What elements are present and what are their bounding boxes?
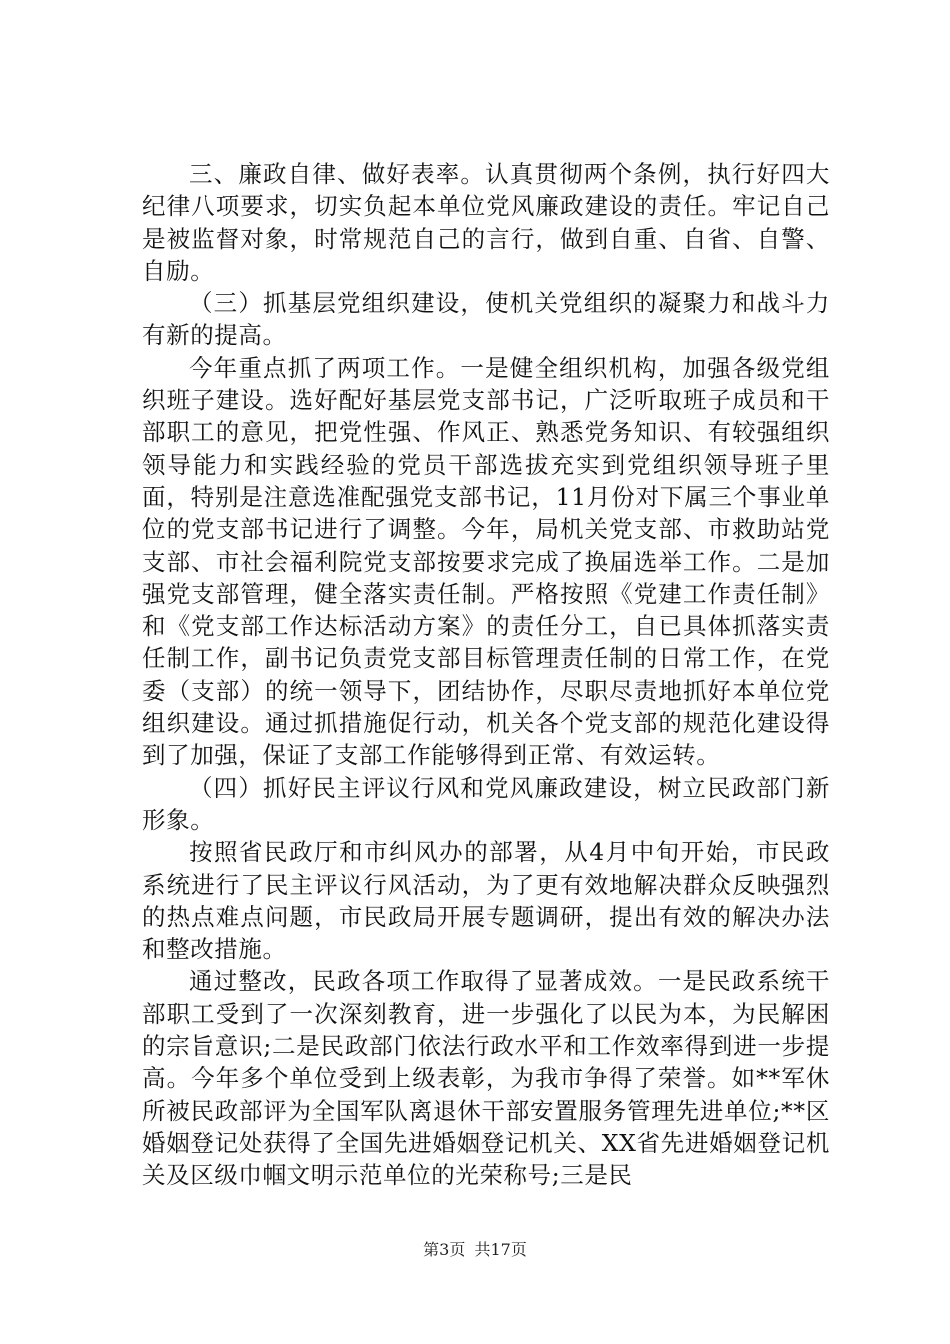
- paragraph: 三、廉政自律、做好表率。认真贯彻两个条例，执行好四大纪律八项要求，切实负起本单位党风廉政建设的责任。牢记自己是被监督对象，时常规范自己的言行，做到自重、自省、自警、自励。: [142, 160, 830, 285]
- document-body: [142, 158, 830, 1192]
- paragraph: 按照省民政厅和市纠风办的部署，从4月中旬开始，市民政系统进行了民主评议行风活动，为了更有效地解决群众反映强烈的热点难点问题，市民政局开展专题调研，提出有效的解决办法和整改措施。: [142, 838, 830, 964]
- page-number: 第3页: [423, 1240, 466, 1259]
- page-total: 共17页: [474, 1240, 527, 1259]
- paragraph: 通过整改，民政各项工作取得了显著成效。一是民政系统干部职工受到了一次深刻教育，进一步强化了以民为本，为民解困的宗旨意识;二是民政部门依法行政水平和工作效率得到进一步提高。今年多个单位受到上级表彰，为我市争得了荣誉。如**军休所被民政部评为全国军队离退休干部安置服务管理先进单位;**区婚姻登记处获得了全国先进婚姻登记机关、XX省先进婚姻登记机关及区级巾帼文明示范单位的光荣称号;三是民: [142, 967, 830, 1190]
- section-heading: （四）抓好民主评议行风和党风廉政建设，树立民政部门新形象。: [142, 773, 830, 834]
- paragraph: 今年重点抓了两项工作。一是健全组织机构，加强各级党组织班子建设。选好配好基层党支部书记，广泛听取班子成员和干部职工的意见，把党性强、作风正、熟悉党务知识、有较强组织领导能力和实践经验的党员干部选拔充实到党组织领导班子里面，特别是注意选准配强党支部书记，11月份对下属三个事业单位的党支部书记进行了调整。今年，局机关党支部、市救助站党支部、市社会福利院党支部按要求完成了换届选举工作。二是加强党支部管理，健全落实责任制。严格按照《党建工作责任制》和《党支部工作达标活动方案》的责任分工，自已具体抓落实责任制工作，副书记负责党支部目标管理责任制的日常工作，在党委（支部）的统一领导下，团结协作，尽职尽责地抓好本单位党组织建设。通过抓措施促行动，机关各个党支部的规范化建设得到了加强，保证了支部工作能够得到正常、有效运转。: [142, 353, 830, 770]
- section-heading: （三）抓基层党组织建设，使机关党组织的凝聚力和战斗力有新的提高。: [142, 289, 830, 350]
- page-footer: [0, 1240, 950, 1260]
